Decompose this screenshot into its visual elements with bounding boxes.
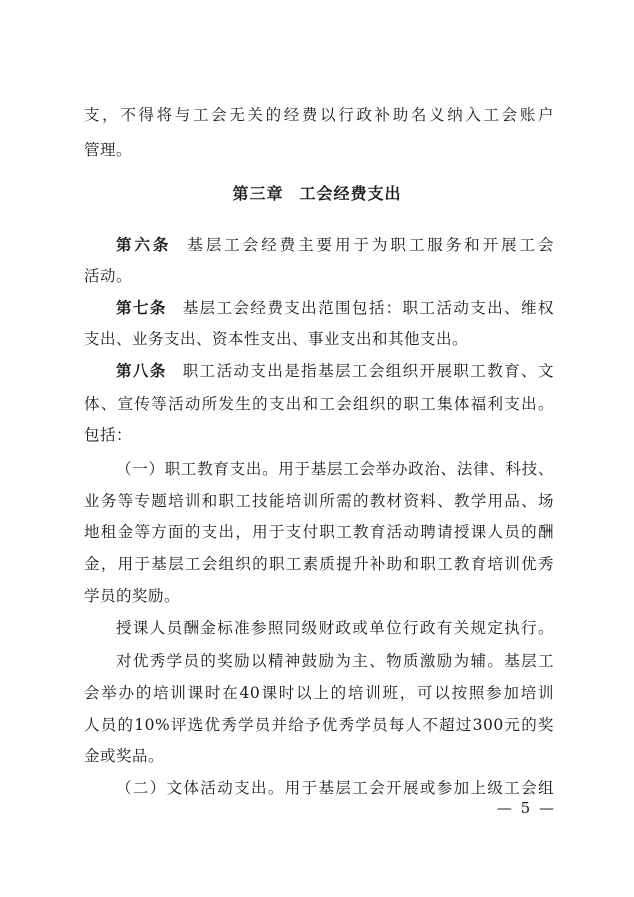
chapter-heading [0,183,634,205]
chapter-title: 工会经费支出 [299,184,402,203]
text-line: 活动。 [84,267,133,285]
article-7-line [116,297,554,319]
text-line: 包括： [84,426,133,444]
article-7-text: 基层工会经费支出范围包括：职工活动支出、维权 [182,299,554,317]
text-line: 授课人员酬金标准参照同级财政或单位行政有关规定执行。 [116,619,554,637]
text-line: 人员的10%评选优秀学员并给予优秀学员每人不超过300元的奖 [84,716,554,734]
text-line: （二）文体活动支出。用于基层工会开展或参加上级工会组 [116,779,554,797]
text-line: 学员的奖励。 [84,587,181,605]
text-line: （一）职工教育支出。用于基层工会举办政治、法律、科技、 [116,460,554,478]
article-6-line [116,234,554,256]
article-8-label: 第八条 [116,362,167,380]
text-line: 金，用于基层工会组织的职工素质提升补助和职工教育培训优秀 [84,555,554,573]
text-line: 支，不得将与工会无关的经费以行政补助名义纳入工会账户 [84,106,554,124]
text-line: 业务等专题培训和职工技能培训所需的教材资料、教学用品、场 [84,492,554,510]
text-line: 支出、业务支出、资本性支出、事业支出和其他支出。 [84,330,469,348]
article-6-text: 基层工会经费主要用于为职工服务和开展工会 [187,236,554,254]
article-8-text: 职工活动支出是指基层工会组织开展职工教育、文 [182,362,554,380]
text-line: 体、宣传等活动所发生的支出和工会组织的职工集体福利支出。 [84,395,554,413]
text-line: 管理。 [84,141,133,159]
article-6-label: 第六条 [116,236,172,254]
text-line: 对优秀学员的奖励以精神鼓励为主、物质激励为辅。基层工 [116,652,554,670]
article-8-line [116,360,554,382]
text-line: 地租金等方面的支出，用于支付职工教育活动聘请授课人员的酬 [84,523,554,541]
page-number: — 5 — [496,799,556,817]
text-line: 金或奖品。 [84,747,165,765]
chapter-number: 第三章 [232,184,284,203]
article-7-label: 第七条 [116,299,167,317]
text-line: 会举办的培训课时在40课时以上的培训班，可以按照参加培训 [84,684,554,702]
